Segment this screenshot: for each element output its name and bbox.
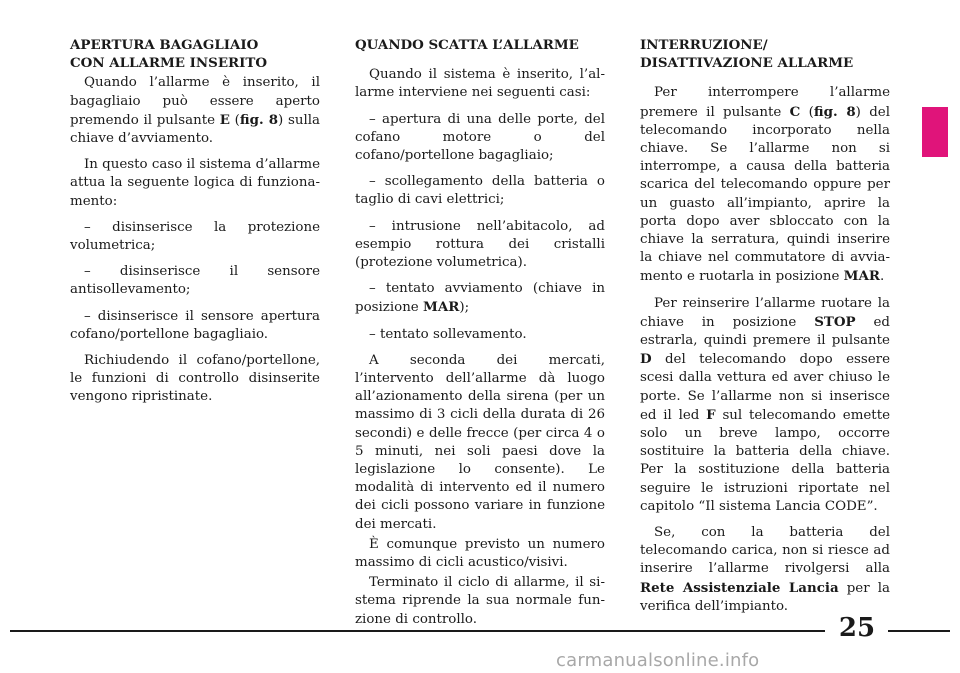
paragraph — [640, 295, 890, 516]
paragraph — [640, 84, 890, 286]
paragraph: Terminato il ciclo di allarme, il sistema riprende la sua normale funzione di controllo. — [355, 575, 605, 627]
column-left — [70, 36, 320, 415]
text-run: per la verifica dell’impianto. — [640, 580, 890, 614]
text-run: . — [880, 269, 885, 285]
text-run: ed estrarla, quindi premere il pulsante — [640, 314, 890, 349]
footer-rule-right — [888, 630, 950, 632]
text-run: ) del telecomando incorporato nella chiave. Se l’allarme non si interrompe, a causa della batteria scarica del telecomando oppure per un guasto all’impianto, aprire la porta dopo aver sbloccato con la chiave la serratura, quindi inserire la chiave nel commutatore di avviamento e ruotarla in posizione — [640, 104, 890, 285]
paragraph: A seconda dei mercati, l’intervento dell’allarme dà luogo all’azionamento della sirena (per un massimo di 3 cicli della durata di 26 secondi) e delle frecce (per circa 4 o 5 minuti, nei soli paesi dove la legislazione lo consente). Le modalità di intervento ed il numero dei cicli possono variare in funzione dei mercati. — [355, 352, 605, 532]
list-item: – apertura di una delle porte, del cofano motore o del cofano/portellone bagagliaio; — [355, 111, 605, 164]
key-label: STOP — [814, 313, 856, 330]
page-number: 25 — [838, 613, 876, 643]
heading-line: APERTURA BAGAGLIAIO — [70, 37, 259, 53]
section-heading-apertura — [70, 36, 320, 72]
paragraph — [640, 524, 890, 616]
text-run: ); — [459, 300, 470, 316]
text-run: Per reinserire l’allarme ruotare la chiave in posizione — [640, 295, 890, 330]
column-right — [640, 36, 890, 624]
text-run: Se, con la batteria del telecomando carica, non si riesce ad inserire l’allarme rivolgersi alla — [640, 525, 890, 577]
text-run: ( — [229, 112, 240, 128]
key-label: E — [219, 111, 230, 128]
section-heading-quando-scatta: QUANDO SCATTA L’ALLARME — [355, 37, 579, 53]
footer-rule-left — [10, 630, 825, 632]
heading-line: INTERRUZIONE/ — [640, 37, 768, 53]
key-label: C — [789, 103, 801, 120]
text-run: Quando l’allarme è inserito, il bagagliaio può essere aperto premendo il pulsante — [70, 75, 320, 128]
key-label: D — [640, 351, 652, 368]
figure-ref: fig. 8 — [239, 111, 279, 128]
watermark: carmanualsonline.info — [556, 650, 760, 671]
list-item — [355, 280, 605, 317]
list-item: – scollegamento della batteria o taglio di cavi elettrici; — [355, 174, 605, 208]
paragraph: Quando il sistema è inserito, l’allarme interviene nei seguenti casi: — [355, 67, 605, 101]
paragraph: È comunque previsto un numero massimo di cicli acustico/visivi. — [355, 536, 605, 571]
figure-ref: fig. 8 — [813, 103, 856, 120]
text-run: del telecomando dopo essere scesi dalla vettura ed aver chiuso le porte. Se l’allarme non si inserisce ed il led — [640, 352, 890, 423]
text-run: ) sulla chiave d’avviamento. — [70, 112, 320, 147]
paragraph: In questo caso il sistema d’allarme attua la seguente logica di funzionamento: — [70, 157, 321, 209]
text-run: ( — [800, 104, 814, 120]
paragraph — [70, 74, 320, 148]
text-run: Per interrompere l’allarme premere il pulsante — [640, 85, 890, 120]
list-item: – intrusione nell’abitacolo, ad esempio rottura dei cristalli (protezione volumetrica). — [355, 218, 605, 271]
heading-line: CON ALLARME INSERITO — [70, 55, 268, 72]
heading-line: DISATTIVAZIONE ALLARME — [640, 55, 854, 72]
list-item: – tentato sollevamento. — [369, 326, 527, 342]
list-item: – disinserisce la protezione volumetrica; — [70, 219, 320, 254]
chapter-tab-marker — [922, 107, 948, 157]
list-item: – disinserisce il sensore antisollevamento; — [70, 264, 320, 298]
column-middle — [355, 36, 605, 637]
key-label: F — [706, 406, 716, 423]
service-network-label: Rete Assistenziale Lancia — [640, 579, 839, 596]
key-label: MAR — [843, 268, 881, 285]
text-run: sul telecomando emette solo un breve lampo, occorre sostituire la batteria della chiave. Per la sostituzione della batteria seguire le istruzioni riportate nel capitolo “Il sistema Lancia CODE”. — [640, 407, 890, 514]
section-heading-interruzione — [640, 36, 890, 72]
text-run: – tentato avviamento (chiave in posizione — [355, 281, 605, 316]
key-label: MAR — [423, 299, 460, 316]
list-item: – disinserisce il sensore apertura cofano/portellone bagagliaio. — [70, 308, 320, 342]
paragraph: Richiudendo il cofano/portellone, le funzioni di controllo disinserite vengono ripristinate. — [70, 353, 320, 405]
